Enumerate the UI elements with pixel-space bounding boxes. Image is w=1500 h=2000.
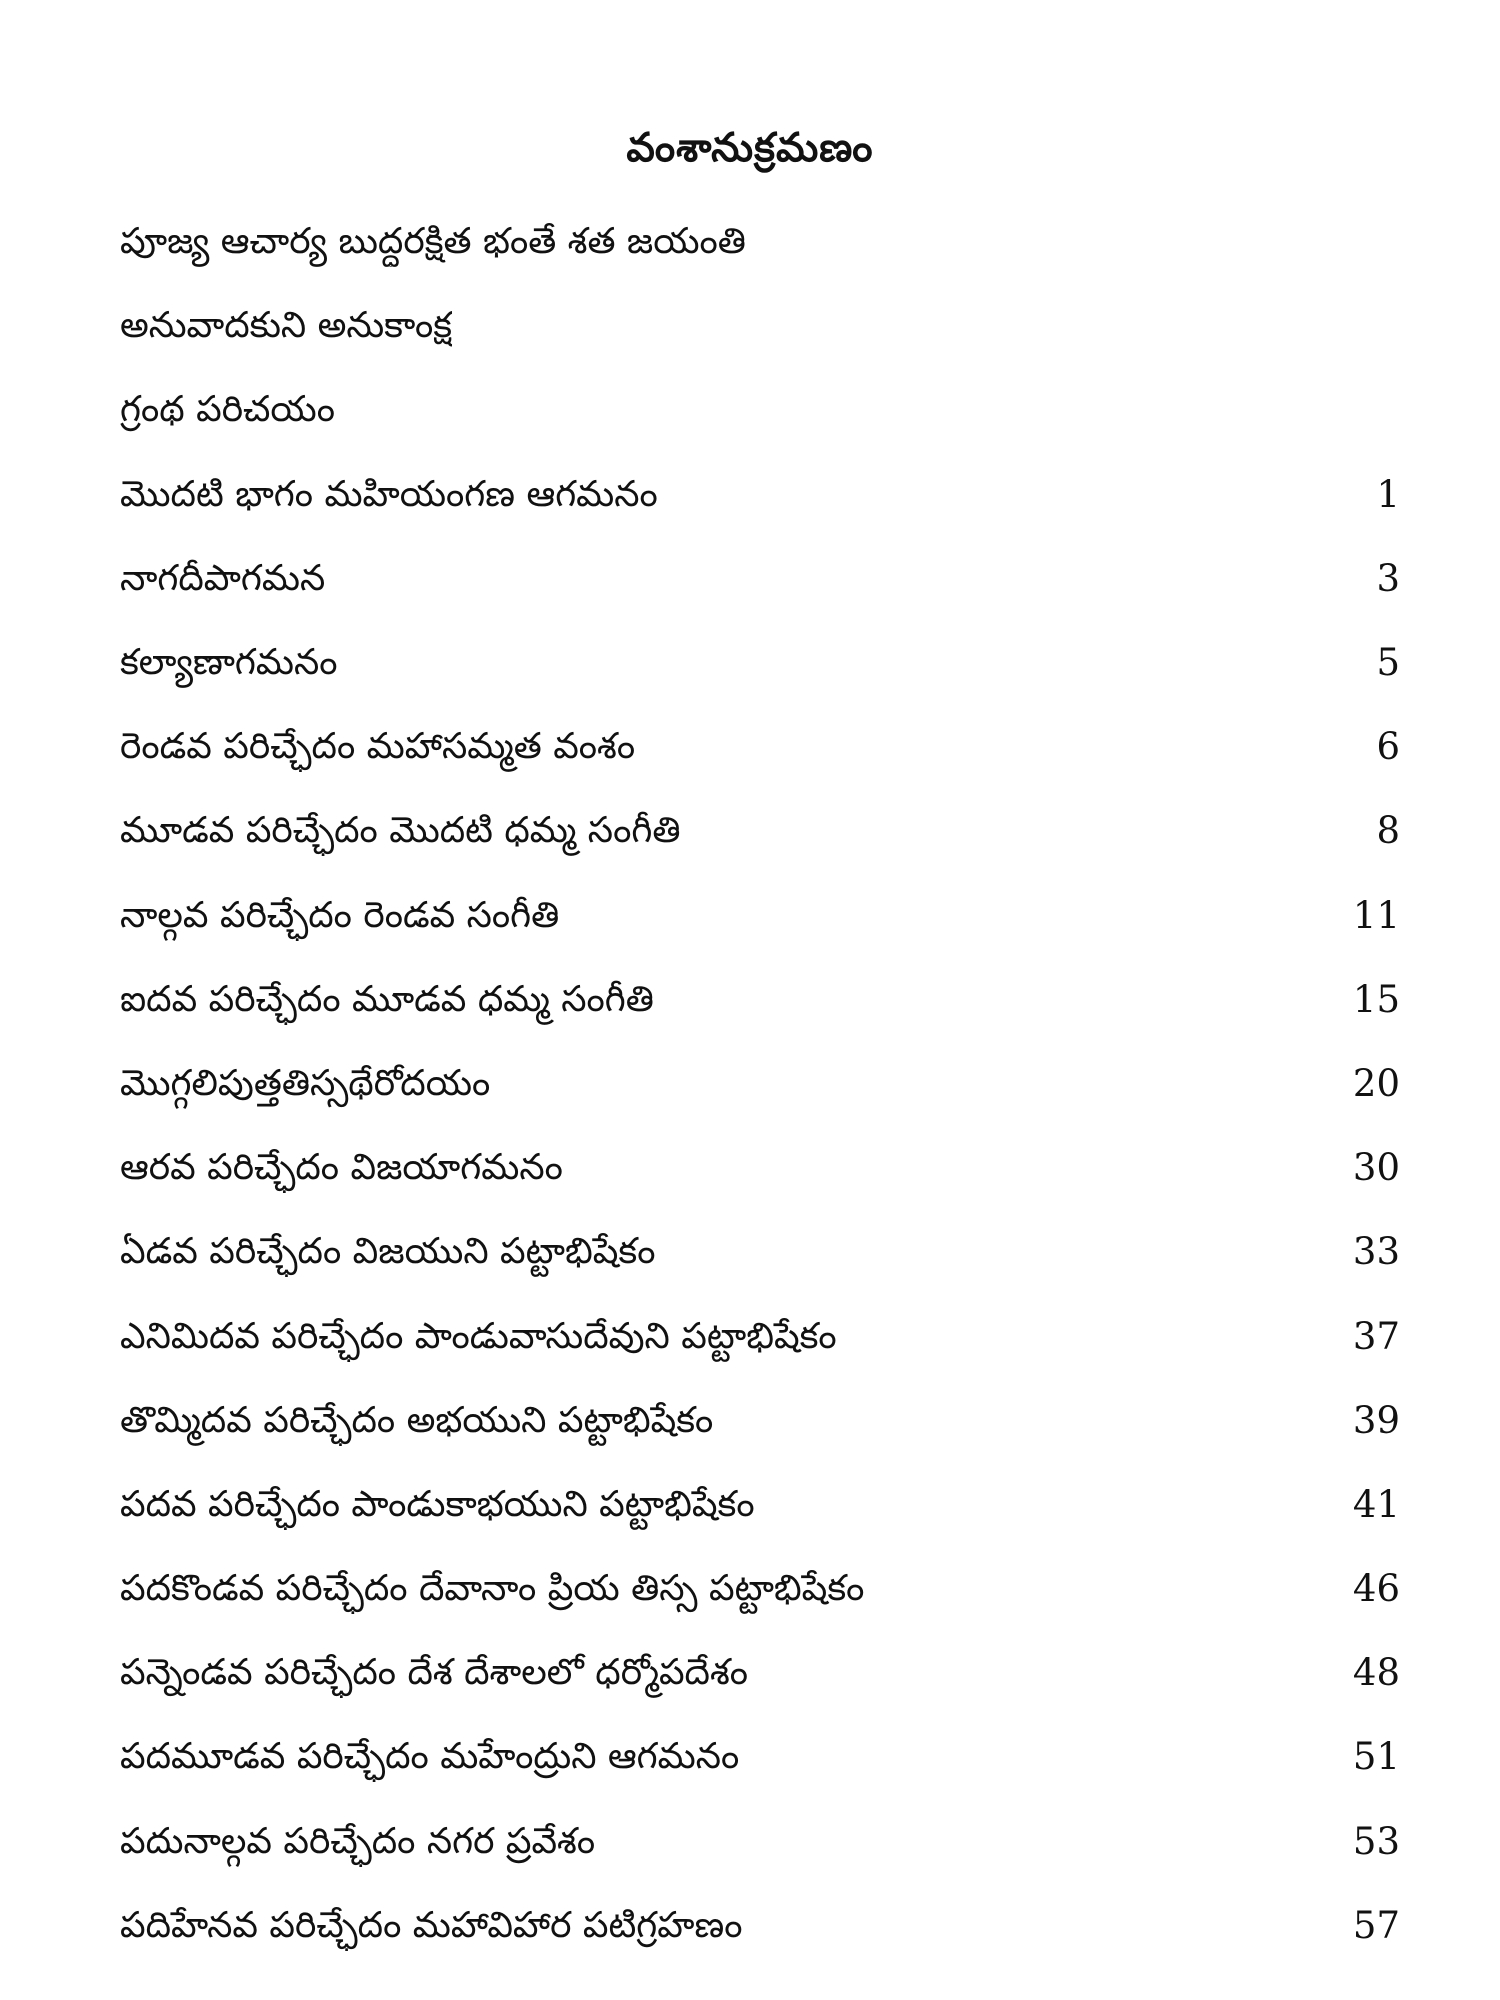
toc-entry-page: 11	[1352, 893, 1400, 937]
toc-entry-page: 3	[1376, 556, 1400, 600]
toc-entry	[120, 1884, 1400, 1968]
toc-entry-page: 1	[1376, 472, 1400, 516]
toc-entry-page: 37	[1352, 1314, 1400, 1358]
toc-entry-text: రెండవ పరిచ్ఛేదం మహాసమ్మత వంశం	[120, 726, 636, 768]
toc-entry-page: 53	[1352, 1819, 1400, 1863]
toc-entry	[120, 1547, 1400, 1631]
toc-entry	[120, 1379, 1400, 1463]
toc-entry-text: పదమూడవ పరిచ్ఛేదం మహేంద్రుని ఆగమనం	[120, 1736, 740, 1778]
toc-entry-page: 30	[1352, 1146, 1400, 1190]
toc-entry-text: పదిహేనవ పరిచ్ఛేదం మహావిహార పటిగ్రహణం	[120, 1904, 743, 1946]
toc-entry	[120, 453, 1400, 537]
toc-entry-text: పన్నెండవ పరిచ్ఛేదం దేశ దేశాలలో ధర్మోపదేశం	[120, 1652, 749, 1694]
toc-entry-text: పదవ పరిచ్ఛేదం పాండుకాభయుని పట్టాభిషేకం	[120, 1483, 755, 1525]
toc-entry	[120, 537, 1400, 621]
toc-entry-page: 57	[1352, 1903, 1400, 1947]
toc-entry-page: 41	[1352, 1482, 1400, 1526]
toc-entry-page: 46	[1352, 1567, 1400, 1611]
toc-entry-text: పూజ్య ఆచార్య బుద్ధరక్షిత భంతే శత జయంతి	[120, 221, 746, 263]
toc-entry	[120, 621, 1400, 705]
toc-entry-text: గ్రంథ పరిచయం	[120, 389, 335, 431]
toc-entry	[120, 1463, 1400, 1547]
toc-entry-text: పదకొండవ పరిచ్ఛేదం దేవానాం ప్రియ తిస్స పట్టాభిషేకం	[120, 1568, 865, 1610]
toc-entry-page: 15	[1352, 977, 1400, 1021]
toc-entry	[120, 958, 1400, 1042]
toc-entry-text: మూడవ పరిచ్ఛేదం మొదటి ధమ్మ సంగీతి	[120, 810, 681, 852]
toc-entry	[120, 1210, 1400, 1294]
toc-entry-text: ఆరవ పరిచ్ఛేదం విజయాగమనం	[120, 1147, 563, 1189]
toc-entry	[120, 200, 1400, 284]
toc-entry-page: 33	[1352, 1230, 1400, 1274]
toc-entry-page: 20	[1352, 1061, 1400, 1105]
toc-entry	[120, 705, 1400, 789]
toc-entry	[120, 789, 1400, 873]
toc-entry-text: మొగ్గలిపుత్తతిస్సథేరోదయం	[120, 1062, 491, 1104]
toc-entry-page: 6	[1376, 725, 1400, 769]
toc-entry-text: ఎనిమిదవ పరిచ్ఛేదం పాండువాసుదేవుని పట్టాభిషేకం	[120, 1315, 837, 1357]
toc-entry-text: పదునాల్గవ పరిచ్ఛేదం నగర ప్రవేశం	[120, 1820, 596, 1862]
toc-entry-page: 39	[1352, 1398, 1400, 1442]
toc-entry-text: కల్యాణాగమనం	[120, 642, 338, 684]
toc-entry-page: 51	[1352, 1735, 1400, 1779]
toc-entry-text: నాగదీపాగమన	[120, 557, 326, 599]
toc-entry	[120, 284, 1400, 368]
toc-entry-page: 8	[1376, 809, 1400, 853]
toc-entry	[120, 368, 1400, 452]
toc-title: వంశానుక్రమణం	[626, 124, 874, 171]
toc-entry	[120, 1715, 1400, 1799]
toc-entry-text: తొమ్మిదవ పరిచ్ఛేదం అభయుని పట్టాభిషేకం	[120, 1399, 714, 1441]
toc-entry-text: అనువాదకుని అనుకాంక్ష	[120, 305, 453, 347]
toc-entry	[120, 874, 1400, 958]
toc-list	[120, 200, 1400, 1968]
toc-entry-text: మొదటి భాగం మహియంగణ ఆగమనం	[120, 473, 658, 515]
toc-entry-text: నాల్గవ పరిచ్ఛేదం రెండవ సంగీతి	[120, 894, 560, 936]
toc-entry-page: 48	[1352, 1651, 1400, 1695]
toc-entry	[120, 1800, 1400, 1884]
toc-entry	[120, 1631, 1400, 1715]
toc-entry-text: ఏడవ పరిచ్ఛేదం విజయుని పట్టాభిషేకం	[120, 1231, 656, 1273]
toc-entry-page: 5	[1376, 641, 1400, 685]
toc-entry	[120, 1294, 1400, 1378]
toc-entry	[120, 1126, 1400, 1210]
toc-entry	[120, 1042, 1400, 1126]
toc-entry-text: ఐదవ పరిచ్ఛేదం మూడవ ధమ్మ సంగీతి	[120, 978, 654, 1020]
